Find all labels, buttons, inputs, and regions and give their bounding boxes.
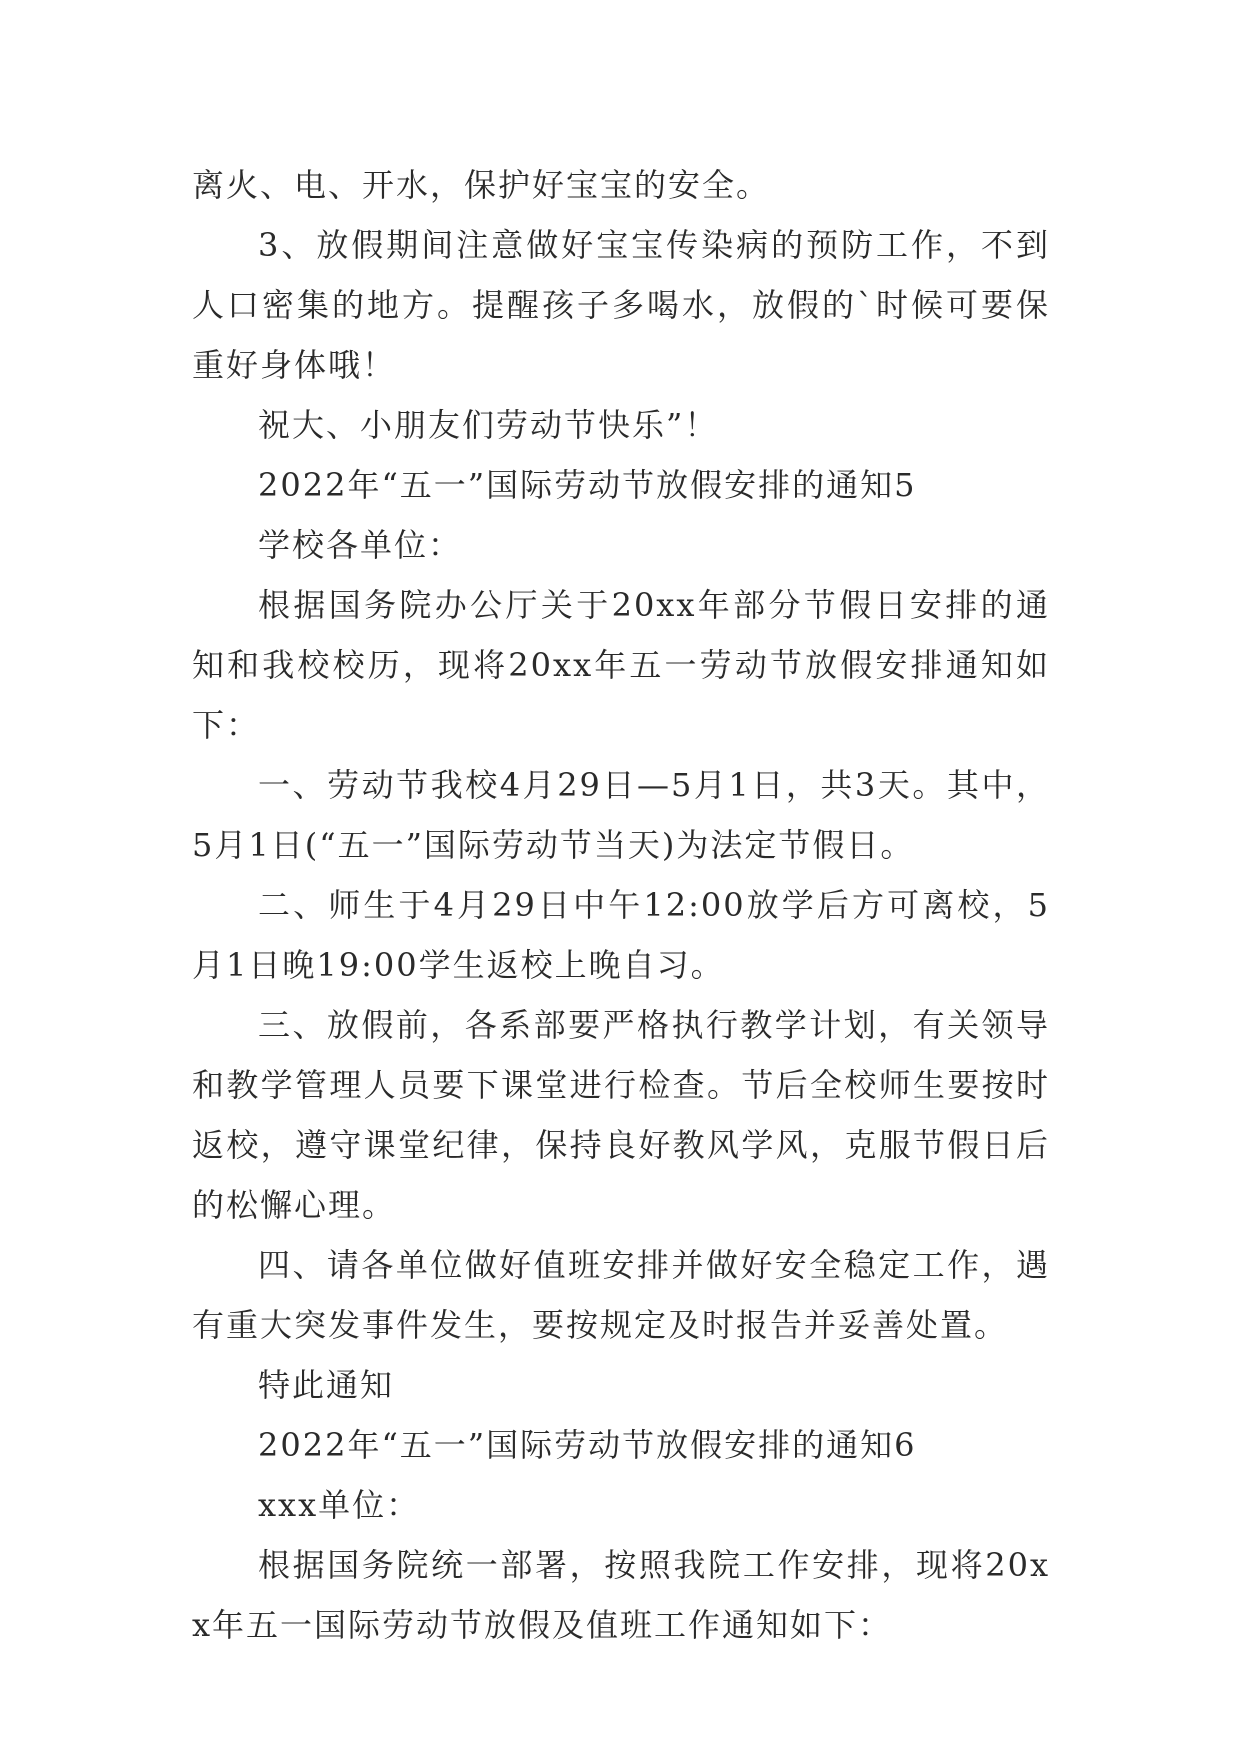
notice-salutation-5: 学校各单位： <box>258 526 463 564</box>
notice-item-4: 四、请各单位做好值班安排并做好安全稳定工作，遇有重大突发事件发生，要按规定及时报告并妥善处置。 <box>192 1246 1050 1344</box>
notice-item-2: 二、师生于4月29日中午12:00放学后方可离校，5月1日晚19:00学生返校上晚自习。 <box>192 886 1050 984</box>
notice-item-1: 一、劳动节我校4月29日—5月1日，共3天。其中，5月1日(“五一”国际劳动节当天)为法定节假日。 <box>192 766 1050 864</box>
notice-intro-5: 根据国务院办公厅关于20xx年部分节假日安排的通知和我校校历，现将20xx年五一劳动节放假安排通知如下： <box>192 586 1050 744</box>
notice-closing: 特此通知 <box>258 1366 395 1404</box>
paragraph-greeting: 祝大、小朋友们劳动节快乐”！ <box>258 406 719 444</box>
document-body <box>192 155 1050 1655</box>
paragraph-item-3: 3、放假期间注意做好宝宝传染病的预防工作，不到人口密集的地方。提醒孩子多喝水，放假的`时候可要保重好身体哦！ <box>192 226 1050 384</box>
notice-intro-6: 根据国务院统一部署，按照我院工作安排，现将20xx年五一国际劳动节放假及值班工作通知如下： <box>192 1546 1050 1644</box>
notice-item-3: 三、放假前，各系部要严格执行教学计划，有关领导和教学管理人员要下课堂进行检查。节后全校师生要按时返校，遵守课堂纪律，保持良好教风学风，克服节假日后的松懈心理。 <box>192 1006 1050 1224</box>
notice-heading-6: 2022年“五一”国际劳动节放假安排的通知6 <box>258 1426 917 1464</box>
notice-heading-5: 2022年“五一”国际劳动节放假安排的通知5 <box>258 466 917 504</box>
paragraph-continuation: 离火、电、开水，保护好宝宝的安全。 <box>192 166 771 204</box>
notice-salutation-6: xxx单位： <box>258 1486 421 1524</box>
